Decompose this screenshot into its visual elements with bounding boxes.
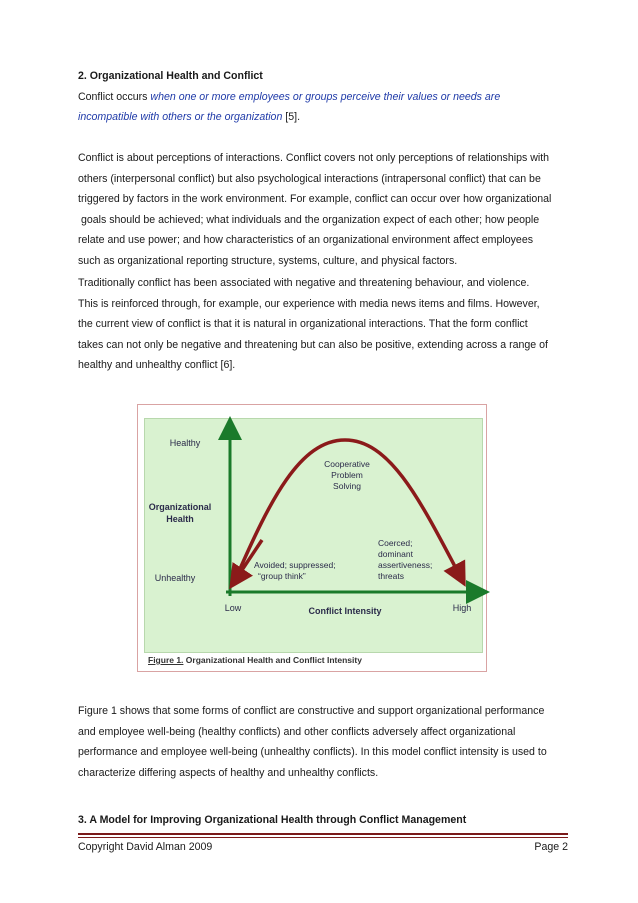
right-label-4: threats: [378, 571, 404, 581]
definition-suffix: [5].: [282, 111, 301, 124]
definition-italic-2: incompatible with others or the organization: [78, 111, 283, 124]
peak-label-3: Solving: [333, 481, 361, 491]
paragraph-line: takes can not only be negative and threatening but can also be positive, extending across a range of: [78, 338, 548, 351]
x-label-low: Low: [224, 603, 242, 613]
peak-label-1: Cooperative: [324, 459, 370, 469]
x-label-high: High: [452, 603, 472, 613]
peak-label-2: Problem: [331, 470, 363, 480]
paragraph-line: the current view of conflict is that it is natural in organizational interactions. That the form conflict: [78, 318, 528, 331]
definition-italic-1: when one or more employees or groups perceive their values or needs are: [150, 90, 501, 103]
paragraph-line: Conflict is about perceptions of interactions. Conflict covers not only perceptions of relationships with: [78, 152, 550, 164]
section-heading: 2. Organizational Health and Conflict: [78, 70, 263, 82]
section-3: [78, 810, 568, 831]
paragraph-3: [78, 701, 568, 783]
paragraph-line: healthy and unhealthy conflict [6].: [78, 359, 236, 372]
paragraph-line: Figure 1 shows that some forms of conflict are constructive and support organizational performance: [78, 705, 545, 717]
left-label-2: “group think”: [258, 571, 306, 581]
right-label-2: dominant: [378, 549, 413, 559]
right-label-1: Coerced;: [378, 538, 413, 548]
paragraph-line: This is reinforced through, for example, our experience with media news items and films. However,: [78, 297, 540, 310]
paragraph-line: Traditionally conflict has been associated with negative and threatening behaviour, and violence.: [78, 277, 530, 289]
paragraph-line: such as organizational reporting structure, systems, culture, and physical factors.: [78, 254, 458, 267]
footer-rule-thick: [78, 833, 568, 835]
figure-caption: [148, 655, 362, 665]
footer-rule-thin: [78, 837, 568, 838]
footer-page-number: Page 2: [534, 841, 568, 853]
y-label-unhealthy: Unhealthy: [154, 573, 196, 583]
paragraph-line: triggered by factors in the work environment. For example, conflict can occur over how organizational: [78, 193, 552, 206]
paragraph-line: characterize differing aspects of healthy and unhealthy conflicts.: [78, 766, 379, 779]
paragraph-line: and employee well-being (healthy conflicts) and other conflicts adversely affect organizational: [78, 725, 516, 738]
y-label-title-2: Health: [166, 514, 194, 524]
y-label-healthy: Healthy: [169, 438, 201, 448]
right-label-3: assertiveness;: [378, 560, 433, 570]
left-label-1: Avoided; suppressed;: [254, 560, 336, 570]
caption-figure-number: Figure 1.: [148, 655, 184, 665]
definition-prefix: Conflict occurs: [78, 90, 151, 103]
x-axis-title: Conflict Intensity: [308, 606, 382, 616]
paragraph-line: performance and employee well-being (unhealthy conflicts). In this model conflict intensity is used to: [78, 746, 547, 759]
paragraph-line: goals should be achieved; what individuals and the organization expect of each other; how people: [78, 213, 540, 226]
paragraph-line: relate and use power; and how characteristics of an organizational environment affect employees: [78, 234, 534, 247]
y-label-title-1: Organizational: [148, 502, 212, 512]
caption-title: Organizational Health and Conflict Intensity: [183, 655, 362, 665]
section-heading: 3. A Model for Improving Organizational Health through Conflict Management: [78, 814, 467, 826]
paragraph-line: others (interpersonal conflict) but also psychological interactions (intrapersonal conflict) that can be: [78, 172, 541, 185]
footer-copyright: Copyright David Alman 2009: [78, 841, 213, 853]
